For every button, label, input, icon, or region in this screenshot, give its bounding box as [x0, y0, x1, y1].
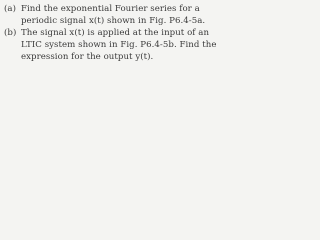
problem-a-text-line-1: Find the exponential Fourier series for a [21, 4, 200, 14]
problem-b-marker: (b) [4, 28, 17, 38]
problem-a-line-2: periodic signal x(t) shown in Fig. P6.4-5a. [21, 16, 206, 26]
problem-b-line-1 [4, 28, 209, 39]
problem-b-text-line-1: The signal x(t) is applied at the input of an [21, 28, 210, 38]
problem-text-page [0, 0, 221, 80]
problem-b-line-2: LTIC system shown in Fig. P6.4-5b. Find the [21, 40, 217, 50]
problem-b-line-3: expression for the output y(t). [21, 52, 154, 62]
problem-a-marker: (a) [4, 4, 16, 14]
problem-a-line-1 [4, 4, 200, 15]
